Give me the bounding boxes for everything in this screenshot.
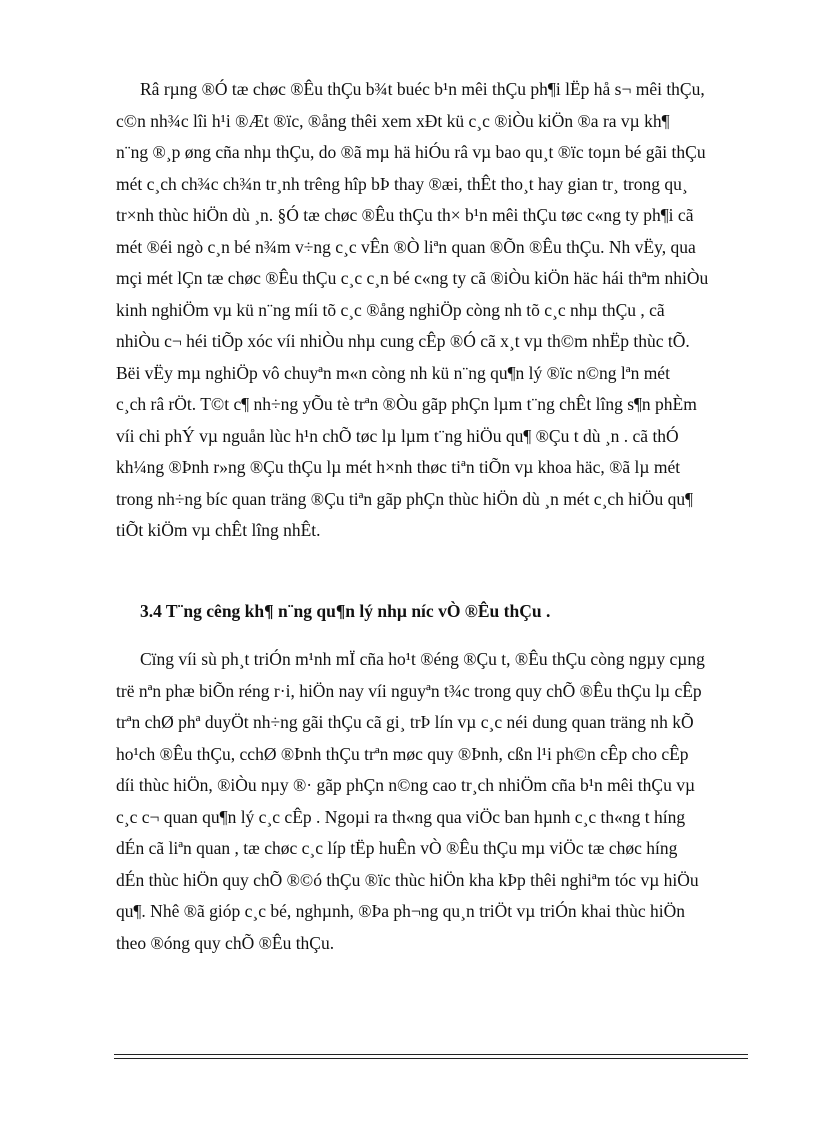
text-line: trë nªn phæ biÕn réng r·i, hiÖn nay víi nguyªn t¾c trong quy chÕ ®Êu thÇu lµ cÊp [116,680,702,701]
text-line: qu¶. Nhê ®ã gióp c¸c bé, nghµnh, ®Þa ph¬ng qu¸n triÖt vµ triÓn khai thùc hiÖn [116,901,686,921]
text-line: dÉn thùc hiÖn quy chÕ ®©ó thÇu ®ïc thùc hiÖn kha kÞp thêi nghiªm tóc vµ hiÖu [116,869,699,890]
text-line: c©n nh¾c lîi h¹i ®Æt ®ïc, ®ång thêi xem xÐt kü c¸c ®iÒu kiÖn ®a ra vµ kh¶ [116,110,670,131]
text-line: ho¹ch ®Êu thÇu, cchØ ®Þnh thÇu trªn møc quy ®Þnh, cßn l¹i ph©n cÊp cho cÊp [116,743,689,764]
text-line: tr×nh thùc hiÖn dù ¸n. §Ó tæ chøc ®Êu thÇu th× b¹n mêi thÇu tøc c«ng ty ph¶i cã [116,205,694,225]
text-line: Cïng víi sù ph¸t triÓn m¹nh mÏ cña ho¹t ®éng ®Çu t, ®Êu thÇu còng ngµy cµng [140,649,705,669]
text-line: Bëi vËy mµ nghiÖp vô chuyªn m«n còng nh kü n¨ng qu¶n lý ®ïc n©ng lªn mét [116,362,670,383]
paragraph-2 [116,644,756,959]
text-line: tiÕt kiÖm vµ chÊt lîng nhÊt. [116,520,321,540]
paragraph-1 [116,74,756,547]
text-line: Râ rµng ®Ó tæ chøc ®Êu thÇu b¾t buéc b¹n mêi thÇu ph¶i lËp hå s¬ mêi thÇu, [140,79,705,99]
footer-rule-thin [114,1058,748,1059]
text-line: kh¼ng ®Þnh r»ng ®Çu thÇu lµ mét h×nh thøc tiªn tiÕn vµ khoa häc, ®ã lµ mét [116,457,681,477]
text-line: kinh nghiÖm vµ kü n¨ng míi tõ c¸c ®ång nghiÖp còng nh tõ c¸c nhµ thÇu , cã [116,299,665,320]
text-line: mét ®éi ngò c¸n bé n¾m v÷ng c¸c vÊn ®Ò liªn quan ®Õn ®Êu thÇu. Nh vËy, qua [116,236,696,257]
text-line: trong nh÷ng bíc quan träng ®Çu tiªn gãp phÇn thùc hiÖn dù ¸n mét c¸ch hiÖu qu¶ [116,488,694,509]
text-line: theo ®óng quy chÕ ®Êu thÇu. [116,932,335,953]
footer-rule [114,1054,748,1055]
text-line: nhiÒu c¬ héi tiÕp xóc víi nhiÒu nhµ cung cÊp ®Ó cã x¸t vµ th©m nhËp thùc tÕ. [116,331,690,351]
section-heading: 3.4 T¨ng cêng kh¶ n¨ng qu¶n lý nhµ níc vÒ ®Êu thÇu . [140,601,551,621]
text-line: díi thùc hiÖn, ®iÒu nµy ®· gãp phÇn n©ng cao tr¸ch nhiÖm cña b¹n mêi thÇu vµ [116,775,696,795]
text-line: víi chi phÝ vµ nguån lùc h¹n chÕ tøc lµ lµm t¨ng hiÖu qu¶ ®Çu t dù ¸n . cã thÓ [116,425,679,446]
text-line: mçi mét lÇn tæ chøc ®Êu thÇu c¸c c¸n bé c«ng ty cã ®iÒu kiÖn häc hái thªm nhiÒu [116,268,709,288]
text-line: trªn chØ phª duyÖt nh÷ng gãi thÇu cã gi¸ trÞ lín vµ c¸c néi dung quan träng nh kÕ [116,712,694,732]
text-line: dÉn cã liªn quan , tæ chøc c¸c líp tËp huÊn vÒ ®Êu thÇu mµ viÖc tæ chøc híng [116,838,678,858]
text-line: c¸ch râ rÖt. T©t c¶ nh÷ng yÕu tè trªn ®Òu gãp phÇn lµm t¨ng chÊt lîng s¶n phÈm [116,394,697,414]
text-line: mét c¸ch ch¾c ch¾n tr¸nh trêng hîp bÞ thay ®æi, thÊt tho¸t hay gian tr¸ trong qu¸ [116,173,688,194]
text-line: n¨ng ®¸p øng cña nhµ thÇu, do ®ã mµ hä hiÓu râ vµ bao qu¸t ®ïc toµn bé gãi thÇu [116,142,706,162]
text-line: c¸c c¬ quan qu¶n lý c¸c cÊp . Ngoµi ra th«ng qua viÖc ban hµnh c¸c th«ng t híng [116,806,686,827]
